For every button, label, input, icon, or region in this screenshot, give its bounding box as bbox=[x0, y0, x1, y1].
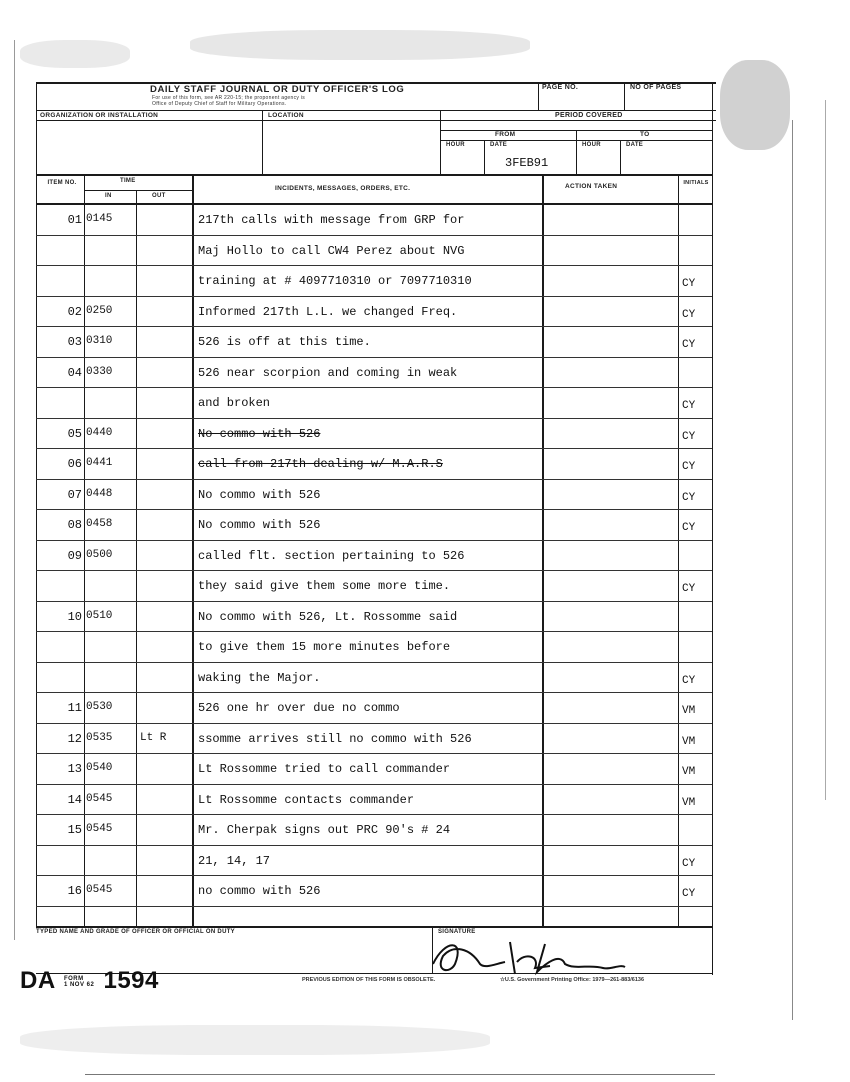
entry-item-no: 16 bbox=[67, 884, 82, 898]
signature-label: SIGNATURE bbox=[438, 929, 476, 935]
entry-message: Lt Rossomme contacts commander bbox=[198, 792, 415, 807]
entry-time-in: 0330 bbox=[86, 365, 113, 378]
entry-item-no: 12 bbox=[67, 731, 82, 746]
log-entry-row bbox=[36, 663, 712, 694]
entry-initials: VM bbox=[682, 766, 696, 778]
hour-date-rule bbox=[440, 140, 712, 141]
entry-time-in: 0530 bbox=[86, 701, 113, 713]
time-sub-rule bbox=[84, 190, 192, 191]
log-entry-row bbox=[36, 571, 712, 602]
location-period-divider bbox=[440, 110, 441, 174]
entry-message: No commo with 526 bbox=[198, 518, 321, 532]
entry-message: 526 is off at this time. bbox=[198, 335, 371, 349]
entry-initials: VM bbox=[682, 796, 696, 809]
col-out-label: OUT bbox=[152, 193, 166, 199]
from-label: FROM bbox=[495, 131, 516, 138]
entry-message: they said give them some more time. bbox=[198, 579, 451, 593]
entry-message: Lt Rossomme tried to call commander bbox=[198, 762, 451, 776]
log-entry-row bbox=[36, 388, 712, 419]
period-covered-label: PERIOD COVERED bbox=[555, 112, 623, 119]
col-item-label: ITEM NO. bbox=[47, 180, 77, 186]
entry-time-in: 0448 bbox=[86, 487, 113, 500]
entry-initials: CY bbox=[682, 522, 696, 534]
entry-initials: CY bbox=[682, 308, 696, 321]
to-label: TO bbox=[640, 131, 650, 138]
from-to-divider bbox=[576, 130, 577, 174]
entry-time-in: 0545 bbox=[86, 792, 113, 805]
entry-time-in: 0535 bbox=[86, 731, 113, 744]
scan-edge-left bbox=[14, 40, 15, 940]
log-entry-row bbox=[36, 266, 712, 297]
entry-item-no: 13 bbox=[67, 762, 82, 776]
entry-message: called flt. section pertaining to 526 bbox=[198, 548, 465, 563]
entry-message: No commo with 526, Lt. Rossomme said bbox=[198, 609, 458, 624]
entry-message: waking the Major. bbox=[198, 670, 321, 685]
entry-time-in: 0310 bbox=[86, 335, 113, 347]
log-entry-row bbox=[36, 846, 712, 877]
to-hour-divider bbox=[620, 140, 621, 174]
log-entry-row bbox=[36, 785, 712, 816]
entry-time-in: 0545 bbox=[86, 823, 113, 835]
log-entry-row bbox=[36, 419, 712, 450]
col-action-label: ACTION TAKEN bbox=[565, 183, 618, 190]
log-entry-row bbox=[36, 449, 712, 480]
entry-message: training at # 4097710310 or 7097710310 bbox=[198, 274, 472, 288]
log-entry-row bbox=[36, 480, 712, 511]
entry-time-in: 0441 bbox=[86, 457, 113, 469]
entry-time-in: 0510 bbox=[86, 609, 113, 622]
entry-initials: CY bbox=[682, 430, 696, 443]
location-label: LOCATION bbox=[268, 112, 304, 119]
col-initials-label: INITIALS bbox=[683, 180, 709, 186]
col-in-label: IN bbox=[105, 193, 112, 199]
entry-time-out: Lt R bbox=[140, 731, 167, 744]
entry-message: Mr. Cherpak signs out PRC 90's # 24 bbox=[198, 823, 451, 837]
scan-smudge-top bbox=[190, 30, 530, 60]
entry-message: to give them 15 more minutes before bbox=[198, 640, 451, 654]
scan-smudge-left bbox=[20, 40, 130, 68]
from-hour-divider bbox=[484, 140, 485, 174]
form-subtitle-2: Office of Deputy Chief of Staff for Military Operations. bbox=[152, 101, 287, 107]
typed-name-label: TYPED NAME AND GRADE OF OFFICER OR OFFICIAL ON DUTY bbox=[36, 929, 235, 935]
entry-message: 526 near scorpion and coming in weak bbox=[198, 365, 458, 380]
entry-initials: CY bbox=[682, 888, 696, 900]
entry-item-no: 09 bbox=[67, 548, 82, 563]
entry-initials: CY bbox=[682, 461, 696, 473]
log-entry-row bbox=[36, 876, 712, 907]
entry-initials: CY bbox=[682, 491, 696, 504]
scan-edge-right-2 bbox=[825, 100, 826, 800]
entry-item-no: 01 bbox=[67, 213, 82, 227]
entry-message: 217th calls with message from GRP for bbox=[198, 213, 465, 227]
entry-item-no: 15 bbox=[67, 823, 82, 837]
form-date: 1 NOV 62 bbox=[63, 981, 95, 988]
entry-item-no: 04 bbox=[67, 365, 82, 380]
entry-item-no: 14 bbox=[67, 792, 82, 807]
from-hour-label: HOUR bbox=[446, 142, 465, 148]
log-entry-row bbox=[36, 754, 712, 785]
form-number: 1594 bbox=[103, 967, 159, 994]
form-designation bbox=[20, 967, 159, 995]
entry-message: call from 217th dealing w/ M.A.R.S bbox=[198, 457, 443, 471]
entry-initials: CY bbox=[682, 674, 696, 687]
log-entry-row bbox=[36, 358, 712, 389]
log-entry-row bbox=[36, 510, 712, 541]
from-date-label: DATE bbox=[490, 142, 508, 148]
log-entry-row bbox=[36, 205, 712, 236]
entry-initials: CY bbox=[682, 278, 696, 290]
entry-time-in: 0250 bbox=[86, 304, 113, 317]
entry-message: and broken bbox=[198, 396, 271, 410]
log-entry-row bbox=[36, 632, 712, 663]
page-no-label: PAGE NO. bbox=[542, 84, 579, 91]
form-da-prefix: DA bbox=[20, 967, 55, 994]
body-bottom-rule bbox=[36, 926, 712, 928]
entry-initials: CY bbox=[682, 583, 696, 595]
to-hour-label: HOUR bbox=[582, 142, 601, 148]
previous-edition-note: PREVIOUS EDITION OF THIS FORM IS OBSOLETE. bbox=[302, 977, 436, 983]
entry-initials: VM bbox=[682, 735, 696, 748]
entry-time-in: 0458 bbox=[86, 518, 113, 530]
entry-item-no: 03 bbox=[67, 335, 82, 349]
entry-initials: CY bbox=[682, 857, 696, 870]
header-rule-2 bbox=[36, 110, 716, 111]
log-entry-row bbox=[36, 297, 712, 328]
entry-message: 21, 14, 17 bbox=[198, 853, 271, 868]
form-word: FORM bbox=[63, 975, 84, 982]
entry-initials: CY bbox=[682, 339, 696, 351]
header-bottom-rule bbox=[36, 174, 712, 176]
entry-message: Maj Hollo to call CW4 Perez about NVG bbox=[198, 243, 465, 258]
entry-item-no: 05 bbox=[67, 426, 82, 441]
entry-message: 526 one hr over due no commo bbox=[198, 701, 400, 715]
log-entry-row bbox=[36, 327, 712, 358]
entry-item-no: 08 bbox=[67, 518, 82, 532]
form-title: DAILY STAFF JOURNAL OR DUTY OFFICER'S LOG bbox=[150, 84, 405, 95]
scan-edge-right bbox=[792, 120, 793, 1020]
to-date-label: DATE bbox=[626, 142, 644, 148]
entry-time-in: 0545 bbox=[86, 884, 113, 896]
from-date-value: 3FEB91 bbox=[505, 156, 549, 170]
form-date-box bbox=[64, 976, 94, 988]
log-entry-row bbox=[36, 724, 712, 755]
entry-time-in: 0540 bbox=[86, 762, 113, 774]
org-label: ORGANIZATION OR INSTALLATION bbox=[40, 112, 159, 119]
pages-divider bbox=[624, 82, 625, 110]
col-incidents-label: INCIDENTS, MESSAGES, ORDERS, ETC. bbox=[275, 185, 411, 192]
form-subtitle-1: For use of this form, see AR 220-15; the proponent agency is bbox=[152, 95, 306, 101]
header-rule-org bbox=[36, 120, 716, 121]
entry-initials: CY bbox=[682, 400, 696, 412]
log-entry-row bbox=[36, 236, 712, 267]
log-entry-row bbox=[36, 541, 712, 572]
page-no-divider bbox=[538, 82, 539, 110]
entry-message: No commo with 526 bbox=[198, 487, 321, 502]
entry-initials: VM bbox=[682, 705, 696, 717]
entry-item-no: 11 bbox=[67, 701, 82, 715]
org-location-divider bbox=[262, 110, 263, 174]
entry-time-in: 0500 bbox=[86, 548, 113, 561]
entry-item-no: 06 bbox=[67, 457, 82, 471]
log-entry-row bbox=[36, 815, 712, 846]
entry-item-no: 07 bbox=[67, 487, 82, 502]
entry-time-in: 0145 bbox=[86, 213, 113, 225]
header-right-edge bbox=[712, 82, 713, 975]
entry-item-no: 10 bbox=[67, 609, 82, 624]
col-time-label: TIME bbox=[120, 178, 136, 184]
entry-item-no: 02 bbox=[67, 304, 82, 319]
printing-office-note: ☆U.S. Government Printing Office: 1979—261-883/6136 bbox=[500, 977, 645, 983]
entry-message: No commo with 526 bbox=[198, 426, 321, 441]
row-rule bbox=[36, 906, 712, 907]
entry-message: ssomme arrives still no commo with 526 bbox=[198, 731, 472, 746]
scan-smudge-bottom bbox=[20, 1025, 490, 1055]
entry-message: no commo with 526 bbox=[198, 884, 321, 898]
entry-message: Informed 217th L.L. we changed Freq. bbox=[198, 304, 458, 319]
log-entry-row bbox=[36, 602, 712, 633]
entry-time-in: 0440 bbox=[86, 426, 113, 439]
no-of-pages-label: NO OF PAGES bbox=[630, 84, 682, 91]
scan-edge-bottom bbox=[85, 1074, 715, 1075]
scan-smudge-right bbox=[720, 60, 790, 150]
log-entry-row bbox=[36, 693, 712, 724]
